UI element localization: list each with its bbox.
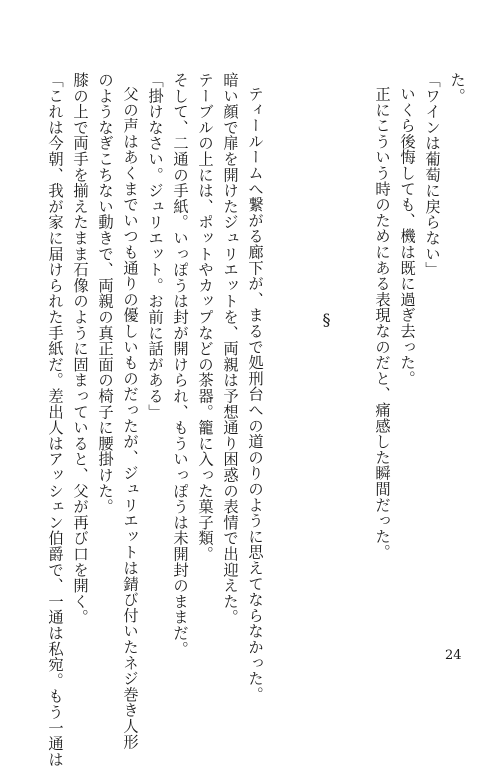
text-line: 「これは今朝、我が家に届けられた手紙だ。差出人はアッシェン伯爵で、一通は私宛。もう一通は (46, 72, 64, 767)
text-line: いくら後悔しても、機は既に過ぎ去った。 (398, 86, 416, 387)
text-line: ティールームへ繋がる廊下が、まるで処刑台への道のりのように思えてならなかった。 (246, 86, 264, 703)
text-line: そして、二通の手紙。いっぽうは封が開けられ、もういっぽうは未開封のままだ。 (171, 72, 189, 657)
page-number: 24 (445, 648, 462, 663)
text-line: 「ワインは葡萄に戻らない」 (423, 72, 441, 278)
text-line: のようなぎこちない動きで、両親の真正面の椅子に腰掛けた。 (96, 72, 114, 515)
text-line: た。 (448, 72, 466, 104)
text-line: 膝の上で両手を揃えたまま石像のように固まっていると、父が再び口を開く。 (71, 72, 89, 625)
text-line: 父の声はあくまでいつも通りの優しいものだったが、ジュリエットは錆び付いたネジ巻き人形 (121, 86, 139, 750)
text-line: 正にこういう時のためにある表現なのだと、痛感した瞬間だった。 (373, 86, 391, 560)
text-line: 暗い顔で扉を開けたジュリエットを、両親は予想通り困惑の表情で出迎えた。 (221, 72, 239, 625)
section-divider: § (317, 310, 336, 329)
text-line: テーブルの上には、ポットやカップなどの茶器。籠に入った菓子類。 (196, 72, 214, 562)
text-line: 「掛けなさい。ジュリエット。お前に話がある」 (146, 72, 164, 420)
